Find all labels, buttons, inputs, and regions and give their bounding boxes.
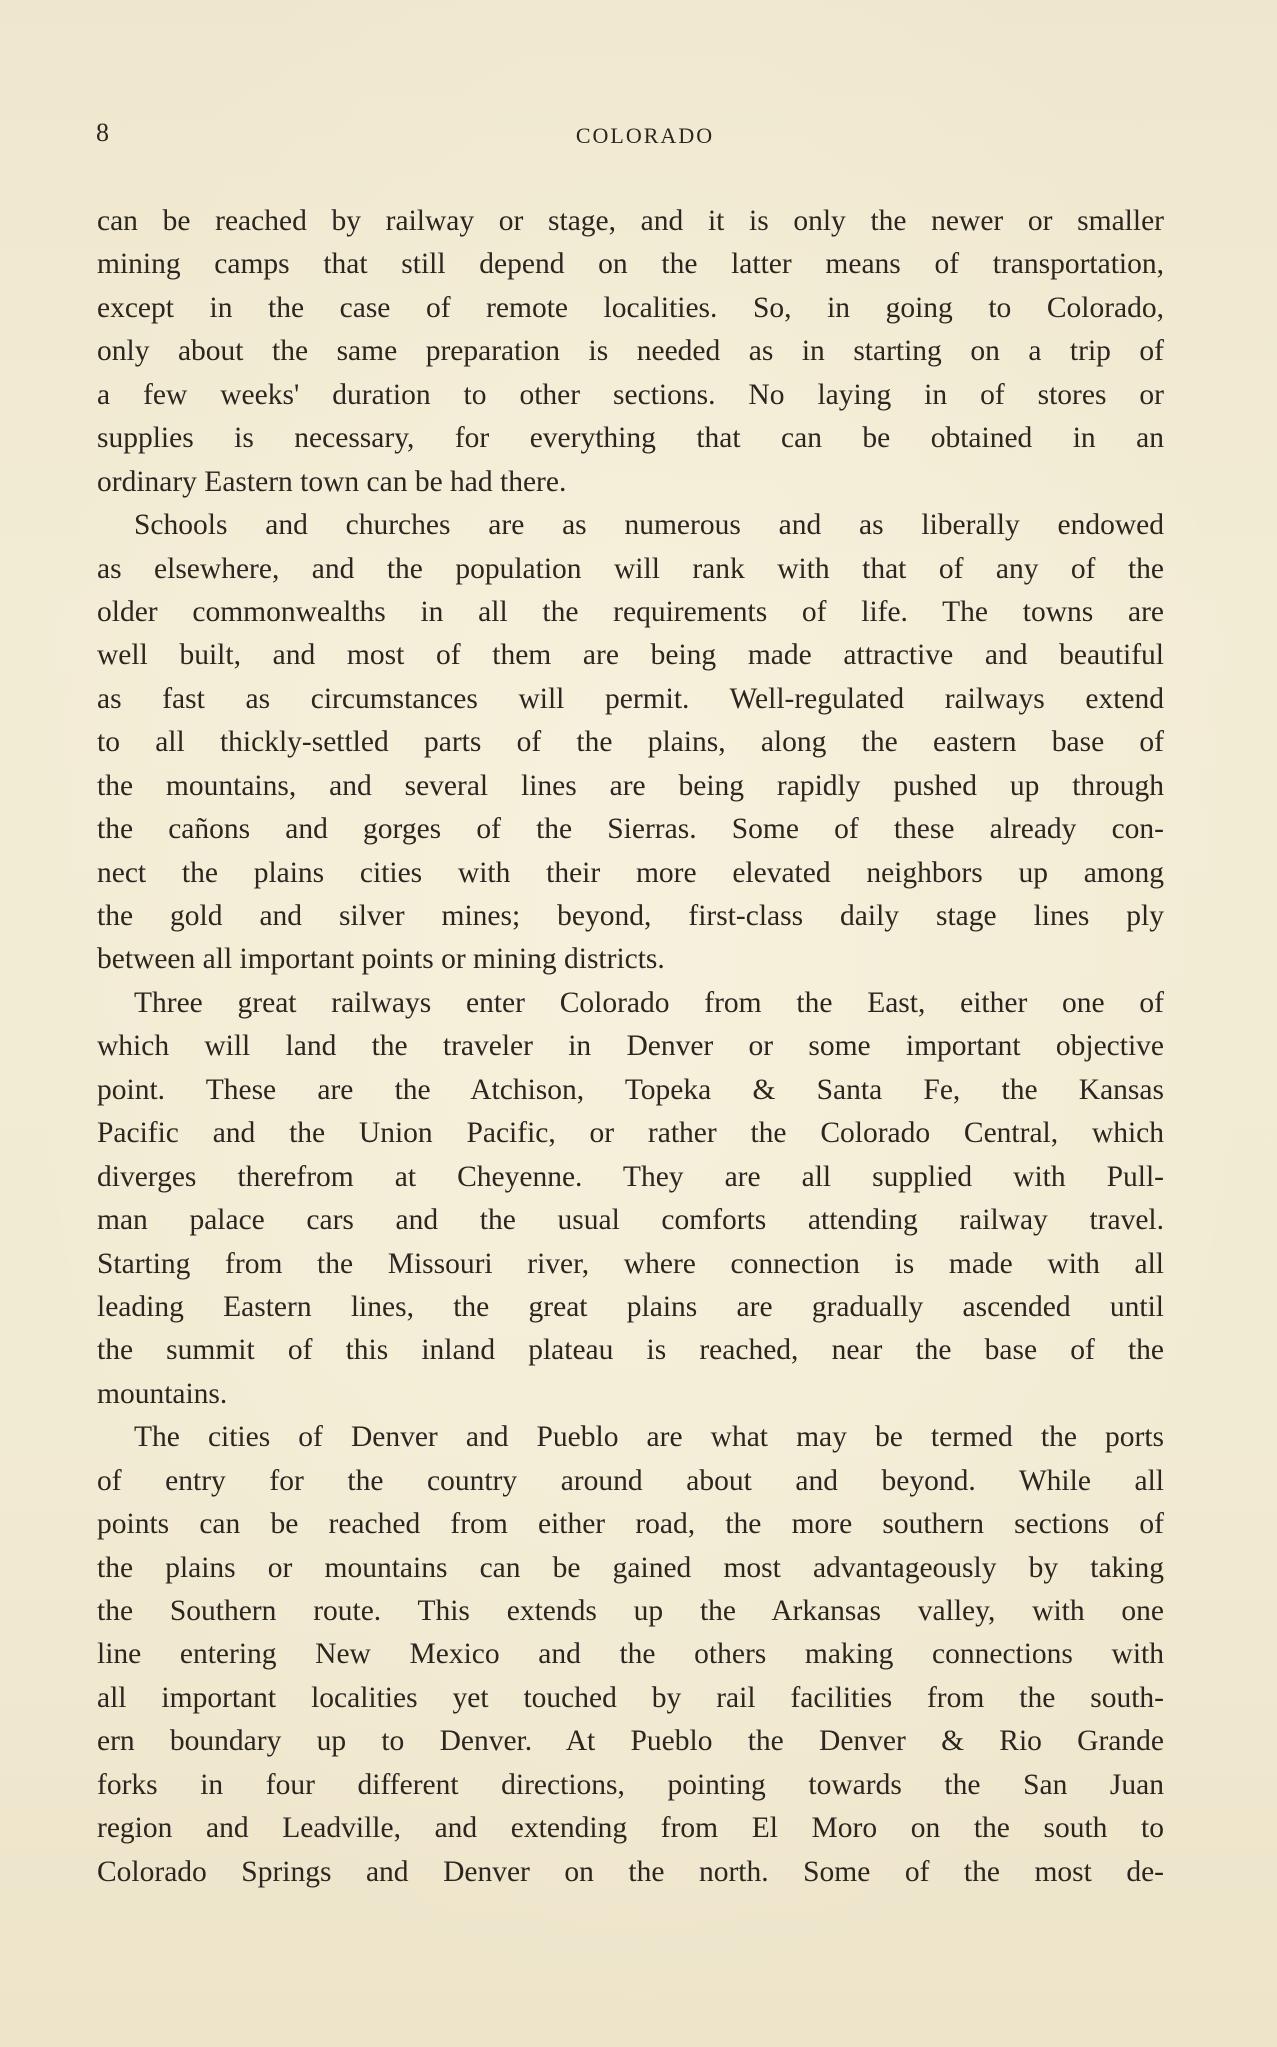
text-line: can be reached by railway or stage, and it is only the newer or smaller <box>97 205 1164 237</box>
text-line: the cañons and gorges of the Sierras. Some of these already con- <box>97 813 1164 846</box>
text-line: between all important points or mining districts. <box>97 943 665 976</box>
text-line: diverges therefrom at Cheyenne. They are all supplied with Pull- <box>97 1160 1164 1193</box>
text-line: to all thickly-settled parts of the plains, along the eastern base of <box>97 726 1164 759</box>
text-line: only about the same preparation is needed as in starting on a trip of <box>97 335 1164 368</box>
text-line: as elsewhere, and the population will rank with that of any of the <box>97 552 1164 585</box>
text-line: Pacific and the Union Pacific, or rather the Colorado Central, which <box>97 1117 1164 1150</box>
paragraph-start-line: Three great railways enter Colorado from the East, either one of <box>134 986 1164 1019</box>
text-line: well built, and most of them are being made attractive and beautiful <box>97 639 1164 672</box>
text-line: ern boundary up to Denver. At Pueblo the Denver & Rio Grande <box>97 1725 1164 1758</box>
text-line: the plains or mountains can be gained most advantageously by taking <box>97 1551 1164 1584</box>
text-line: mountains. <box>97 1377 228 1410</box>
text-line: points can be reached from either road, the more southern sections of <box>97 1508 1164 1541</box>
text-line: Colorado Springs and Denver on the north. Some of the most de- <box>97 1855 1164 1888</box>
text-line: supplies is necessary, for everything that can be obtained in an <box>97 422 1164 455</box>
page-number: 8 <box>96 118 109 147</box>
text-line: the gold and silver mines; beyond, first-class daily stage lines ply <box>97 900 1164 932</box>
page-header <box>96 118 1164 158</box>
running-title: COLORADO <box>575 123 715 148</box>
text-line: as fast as circumstances will permit. Well-regulated railways extend <box>97 682 1164 715</box>
text-line: mining camps that still depend on the latter means of transportation, <box>97 248 1164 281</box>
text-line: a few weeks' duration to other sections. No laying in of stores or <box>97 378 1164 411</box>
text-line: leading Eastern lines, the great plains are gradually ascended until <box>97 1290 1164 1323</box>
text-line: of entry for the country around about and beyond. While all <box>97 1464 1164 1497</box>
text-line: region and Leadville, and extending from El Moro on the south to <box>97 1812 1164 1845</box>
text-line: line entering New Mexico and the others making connections with <box>97 1638 1164 1671</box>
text-line: nect the plains cities with their more elevated neighbors up among <box>97 856 1164 889</box>
paragraph-start-line: Schools and churches are as numerous and as liberally endowed <box>134 509 1164 542</box>
body-text <box>97 200 1164 1894</box>
text-line: all important localities yet touched by rail facilities from the south- <box>97 1681 1164 1714</box>
text-line: which will land the traveler in Denver or some important objective <box>97 1030 1164 1063</box>
text-line: ordinary Eastern town can be had there. <box>97 465 567 498</box>
text-line: the mountains, and several lines are being rapidly pushed up through <box>97 769 1164 802</box>
text-line: the Southern route. This extends up the Arkansas valley, with one <box>97 1595 1164 1627</box>
text-line: the summit of this inland plateau is reached, near the base of the <box>97 1334 1164 1367</box>
text-line: point. These are the Atchison, Topeka & Santa Fe, the Kansas <box>97 1073 1164 1106</box>
paragraph-start-line: The cities of Denver and Pueblo are what may be termed the ports <box>134 1421 1164 1454</box>
text-line: forks in four different directions, pointing towards the San Juan <box>97 1768 1164 1801</box>
text-line: except in the case of remote localities. So, in going to Colorado, <box>97 291 1164 324</box>
text-line: Starting from the Missouri river, where connection is made with all <box>97 1247 1164 1280</box>
text-line: man palace cars and the usual comforts attending railway travel. <box>97 1204 1164 1237</box>
text-line: older commonwealths in all the requirements of life. The towns are <box>97 595 1164 628</box>
